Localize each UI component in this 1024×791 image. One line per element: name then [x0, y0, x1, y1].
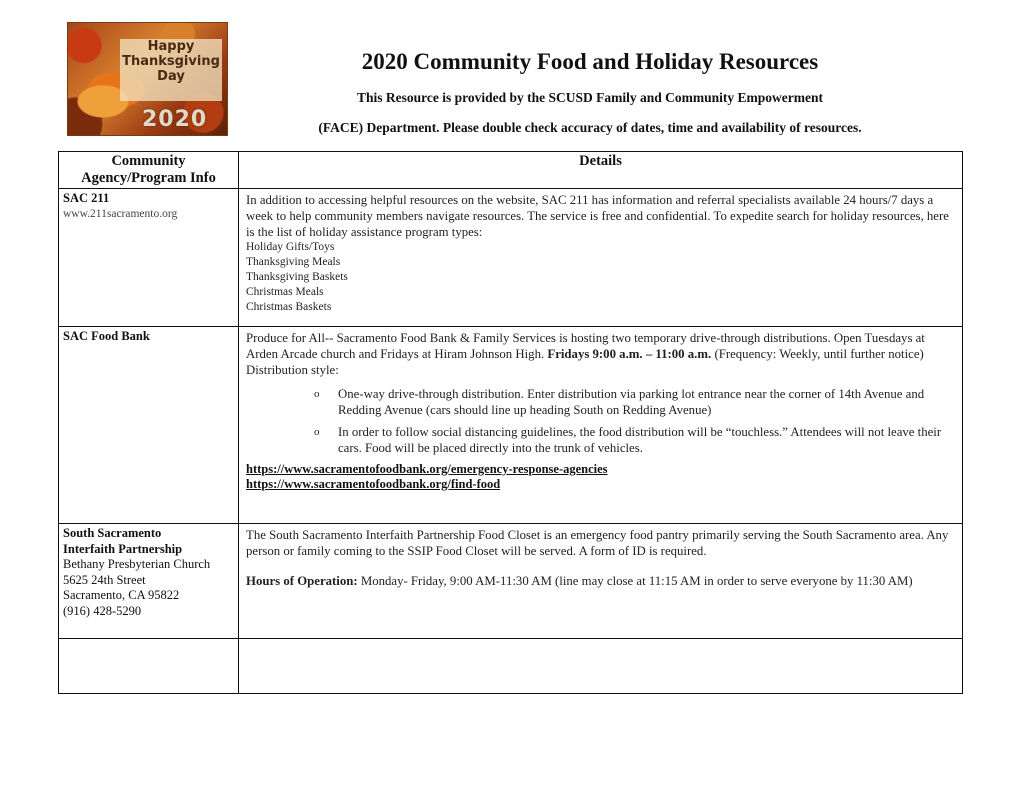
- table-row-empty: [59, 639, 963, 694]
- page-subtitle-2: (FACE) Department. Please double check accuracy of dates, time and availability of resources.: [318, 120, 862, 135]
- page-title: 2020 Community Food and Holiday Resources: [361, 49, 819, 74]
- list-item: o One-way drive-through distribution. Enter distribution via parking lot entrance near the corner of 14th Avenue and Redding Avenue (cars should line up heading South on Redding Avenue): [314, 386, 956, 418]
- hours-text: Monday- Friday, 9:00 AM-11:30 AM (line may close at 11:15 AM in order to serve everyone by 11:30 AM): [357, 574, 913, 588]
- header-details: Details: [239, 152, 963, 189]
- details-cell: [239, 327, 963, 524]
- program-type: Thanksgiving Baskets: [246, 271, 348, 283]
- agency-cell: [59, 524, 239, 639]
- agency-name: SAC Food Bank: [63, 329, 150, 343]
- distribution-hours: Fridays 9:00 a.m. – 11:00 a.m.: [547, 347, 712, 361]
- details-intro: [246, 330, 956, 378]
- agency-name: SAC 211: [63, 191, 110, 205]
- details-intro-text: Produce for All-- Sacramento Food Bank & Family Services is hosting two temporary drive-through distributions. Open Tuesdays at Arden Arcade church and Fridays at Hiram Johnson High.: [246, 331, 925, 361]
- table-row: [59, 327, 963, 524]
- details-text: In addition to accessing helpful resources on the website, SAC 211 has information and referral specialists available 24 hours/7 days a week to help community members navigate resources. The service is free and confidential. To expedite search for holiday resources, here is the list of holiday assistance program types:: [246, 193, 949, 239]
- agency-city: Sacramento, CA 95822: [63, 588, 180, 602]
- list-item: o In order to follow social distancing guidelines, the food distribution will be “touchless.” Attendees will not leave their cars. Food will be placed directly into the trunk of vehicles.: [314, 424, 956, 456]
- program-type: Christmas Meals: [246, 286, 324, 298]
- resource-table: [58, 151, 963, 694]
- table-header-row: [59, 152, 963, 189]
- logo-line-2: Thanksgiving: [122, 54, 220, 69]
- distribution-list: [246, 386, 956, 456]
- agency-cell: [59, 327, 239, 524]
- agency-name-2: Interfaith Partnership: [63, 541, 183, 556]
- details-cell: [239, 524, 963, 639]
- hours-of-operation: [246, 573, 956, 589]
- agency-cell: [59, 189, 239, 327]
- agency-url[interactable]: www.211sacramento.org: [63, 207, 178, 220]
- agency-name-1: South Sacramento: [63, 526, 162, 540]
- foodbank-links: [246, 462, 956, 492]
- details-text: The South Sacramento Interfaith Partnership Food Closet is an emergency food pantry primarily serving the South Sacramento area. Any person or family coming to the SSIP Food Closet will be served. A form of ID is required.: [246, 528, 949, 558]
- logo-line-1: Happy: [147, 39, 195, 54]
- empty-cell: [59, 639, 239, 694]
- program-type: Holiday Gifts/Toys: [246, 241, 335, 253]
- details-cell: [239, 189, 963, 327]
- program-type: Thanksgiving Meals: [246, 256, 341, 268]
- link-emergency-agencies[interactable]: https://www.sacramentofoodbank.org/emergency-response-agencies: [246, 462, 608, 476]
- agency-church: Bethany Presbyterian Church: [63, 557, 211, 571]
- page-subtitle-1: This Resource is provided by the SCUSD Family and Community Empowerment: [356, 90, 824, 105]
- table-row: [59, 189, 963, 327]
- header-agency: Community Agency/Program Info: [59, 152, 239, 189]
- program-type: Christmas Baskets: [246, 301, 332, 313]
- link-find-food[interactable]: https://www.sacramentofoodbank.org/find-food: [246, 477, 501, 491]
- thanksgiving-logo: [67, 22, 228, 136]
- logo-year: 2020: [142, 107, 208, 132]
- agency-phone: (916) 428-5290: [63, 603, 142, 618]
- table-row: [59, 524, 963, 639]
- hours-label: Hours of Operation:: [246, 574, 358, 588]
- spacer: [246, 559, 956, 573]
- logo-line-3: Day: [157, 69, 185, 84]
- logo-greeting: [120, 39, 222, 84]
- empty-cell: [239, 639, 963, 694]
- agency-street: 5625 24th Street: [63, 572, 146, 587]
- distribution-frequency: (Frequency: Weekly, until further notice) Distribution style:: [246, 347, 924, 377]
